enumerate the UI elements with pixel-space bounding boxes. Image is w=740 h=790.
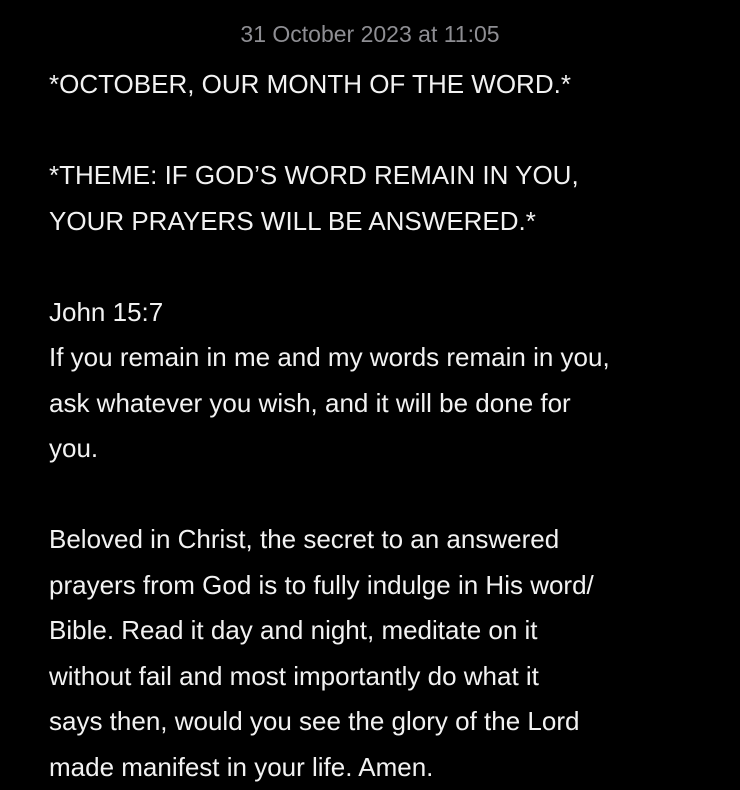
theme-line: *THEME: IF GOD’S WORD REMAIN IN YOU, bbox=[49, 160, 579, 190]
theme-line: YOUR PRAYERS WILL BE ANSWERED.* bbox=[49, 205, 536, 236]
note-body[interactable] bbox=[49, 62, 729, 790]
blank-line bbox=[49, 108, 729, 154]
message-line: made manifest in your life. Amen. bbox=[49, 751, 434, 782]
message-line: without fail and most importantly do what it bbox=[49, 660, 539, 691]
message-line: prayers from God is to fully indulge in His word/ bbox=[49, 569, 594, 600]
message-line: Bible. Read it day and night, meditate on it bbox=[49, 615, 538, 645]
verse-line: ask whatever you wish, and it will be done for bbox=[49, 387, 571, 418]
verse-line: you. bbox=[49, 433, 99, 463]
blank-line bbox=[49, 472, 729, 518]
message-line: Beloved in Christ, the secret to an answered bbox=[49, 524, 560, 554]
verse-line: If you remain in me and my words remain in you, bbox=[49, 342, 610, 372]
verse-reference: John 15:7 bbox=[49, 296, 164, 327]
message-line: says then, would you see the glory of the Lord bbox=[49, 706, 580, 736]
note-timestamp: 31 October 2023 at 11:05 bbox=[240, 21, 500, 47]
heading-line: *OCTOBER, OUR MONTH OF THE WORD.* bbox=[49, 69, 571, 99]
blank-line bbox=[49, 244, 729, 290]
